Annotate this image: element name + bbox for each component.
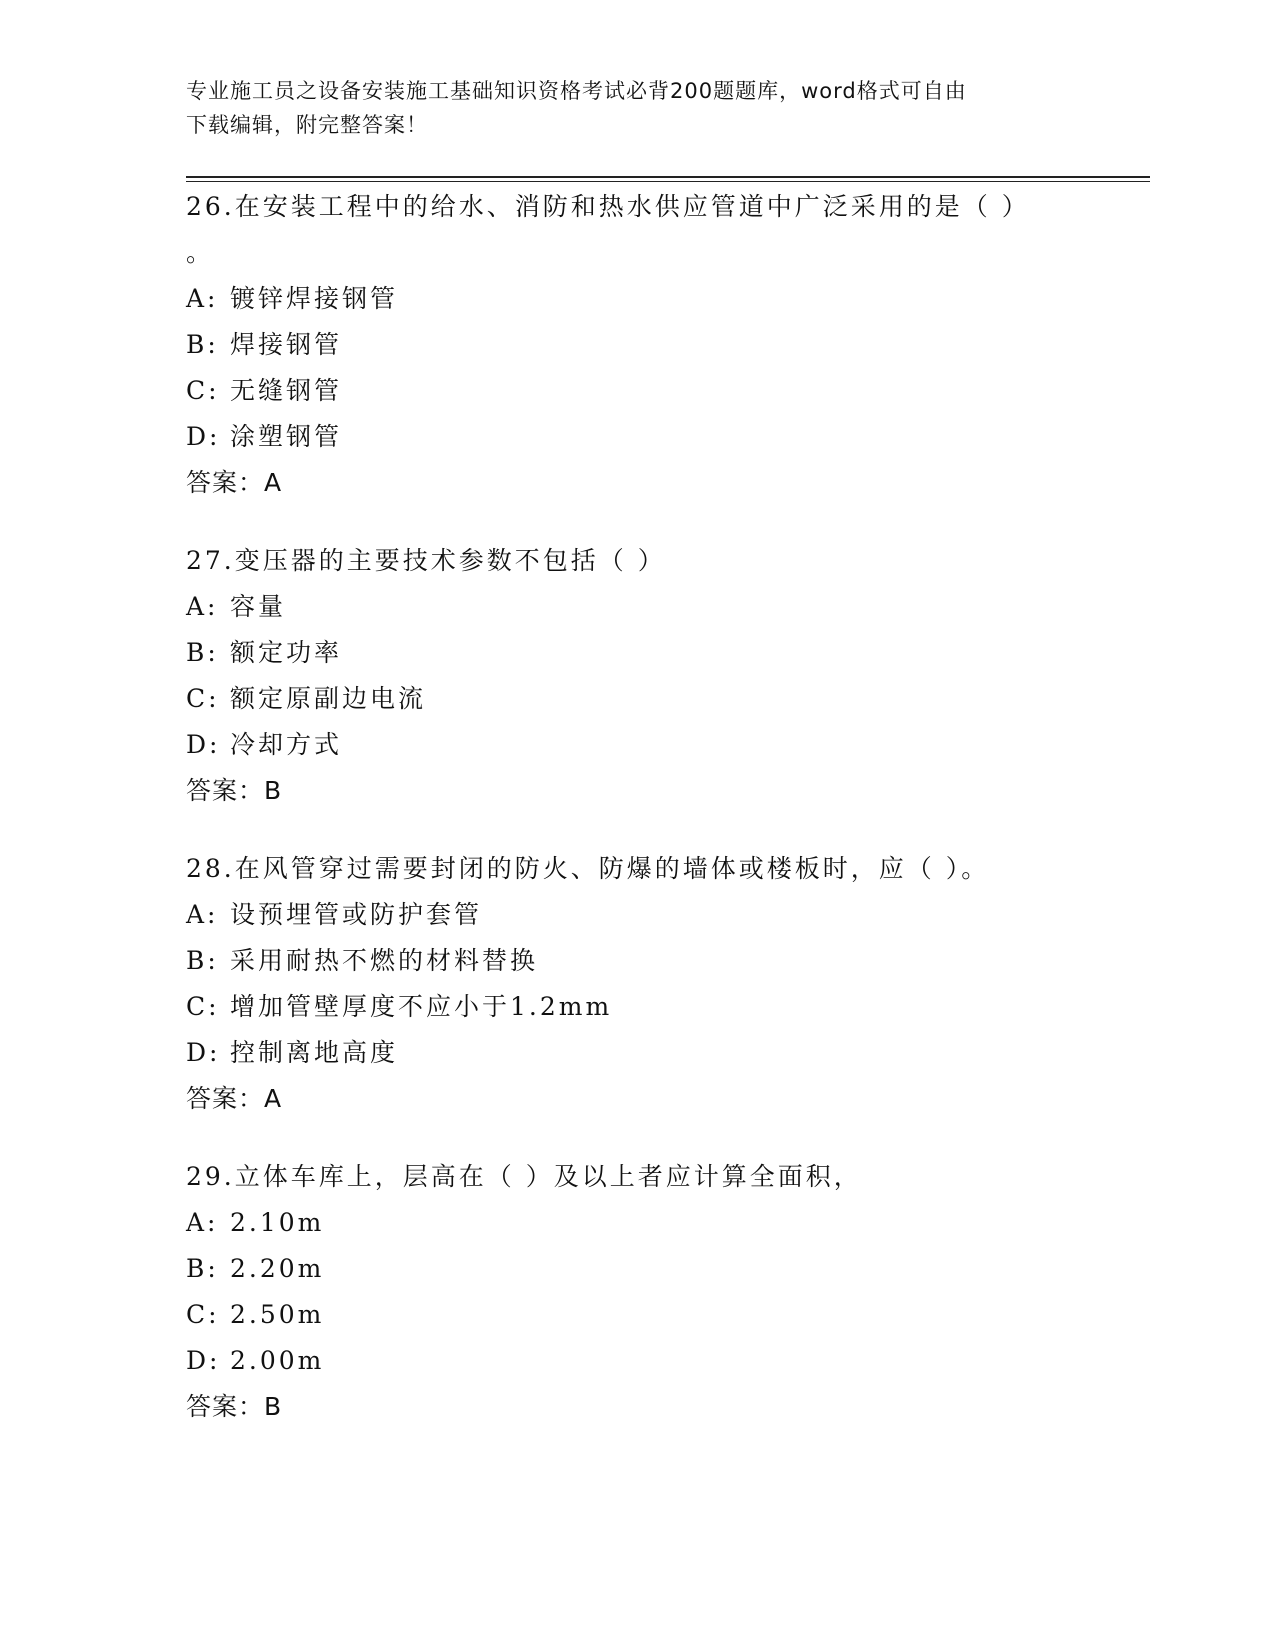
option-text: 额定功率 [230, 638, 343, 667]
option-c [186, 1298, 1146, 1344]
option-text: 2.50m [230, 1300, 325, 1329]
question-stem-continued: 。 [186, 238, 215, 267]
question-28 [186, 852, 1146, 1128]
header-divider-thick [186, 176, 1150, 178]
option-letter: D: [186, 730, 221, 759]
option-a [186, 282, 1146, 328]
option-text: 设预埋管或防护套管 [230, 900, 483, 929]
option-b [186, 944, 1146, 990]
option-c [186, 374, 1146, 420]
option-d [186, 728, 1146, 774]
option-letter: A: [186, 592, 219, 621]
option-letter: B: [186, 638, 219, 667]
header-line-2: 下载编辑，附完整答案！ [186, 113, 428, 137]
question-stem: 27.变压器的主要技术参数不包括（ ） [186, 546, 666, 575]
answer-label: 答案：B [186, 776, 283, 805]
option-text: 容量 [230, 592, 287, 621]
question-stem: 29.立体车库上，层高在（ ）及以上者应计算全面积， [186, 1162, 862, 1191]
header-line-1: 专业施工员之设备安装施工基础知识资格考试必背200题题库，word格式可自由 [186, 79, 967, 103]
option-letter: A: [186, 284, 219, 313]
option-text: 控制离地高度 [230, 1038, 399, 1067]
document-header [186, 74, 1066, 142]
option-text: 涂塑钢管 [230, 422, 343, 451]
header-divider-thin [186, 181, 1150, 182]
option-b [186, 636, 1146, 682]
option-text: 增加管壁厚度不应小于1.2mm [230, 992, 613, 1021]
question-29 [186, 1160, 1146, 1436]
option-text: 镀锌焊接钢管 [230, 284, 399, 313]
option-c [186, 990, 1146, 1036]
option-b [186, 328, 1146, 374]
question-stem: 28.在风管穿过需要封闭的防火、防爆的墙体或楼板时，应（ ）。 [186, 854, 990, 883]
option-text: 2.20m [230, 1254, 325, 1283]
option-letter: D: [186, 1038, 221, 1067]
option-letter: B: [186, 946, 219, 975]
option-d [186, 1036, 1146, 1082]
option-letter: C: [186, 992, 220, 1021]
option-letter: C: [186, 376, 220, 405]
option-b [186, 1252, 1146, 1298]
option-text: 2.00m [230, 1346, 325, 1375]
option-letter: D: [186, 1346, 221, 1375]
option-text: 采用耐热不燃的材料替换 [230, 946, 539, 975]
answer-label: 答案：B [186, 1392, 283, 1421]
option-letter: A: [186, 1208, 219, 1237]
option-text: 2.10m [230, 1208, 325, 1237]
option-letter: D: [186, 422, 221, 451]
question-27 [186, 544, 1146, 820]
answer-label: 答案：A [186, 1084, 283, 1113]
option-a [186, 898, 1146, 944]
option-text: 冷却方式 [230, 730, 343, 759]
option-letter: C: [186, 1300, 220, 1329]
option-text: 焊接钢管 [230, 330, 343, 359]
option-text: 无缝钢管 [230, 376, 343, 405]
option-letter: B: [186, 330, 219, 359]
option-letter: C: [186, 684, 220, 713]
answer-label: 答案：A [186, 468, 283, 497]
option-letter: A: [186, 900, 219, 929]
option-a [186, 590, 1146, 636]
option-c [186, 682, 1146, 728]
option-d [186, 420, 1146, 466]
question-26 [186, 190, 1146, 512]
option-letter: B: [186, 1254, 219, 1283]
option-text: 额定原副边电流 [230, 684, 427, 713]
option-a [186, 1206, 1146, 1252]
option-d [186, 1344, 1146, 1390]
question-stem: 26.在安装工程中的给水、消防和热水供应管道中广泛采用的是（ ） [186, 192, 1030, 221]
